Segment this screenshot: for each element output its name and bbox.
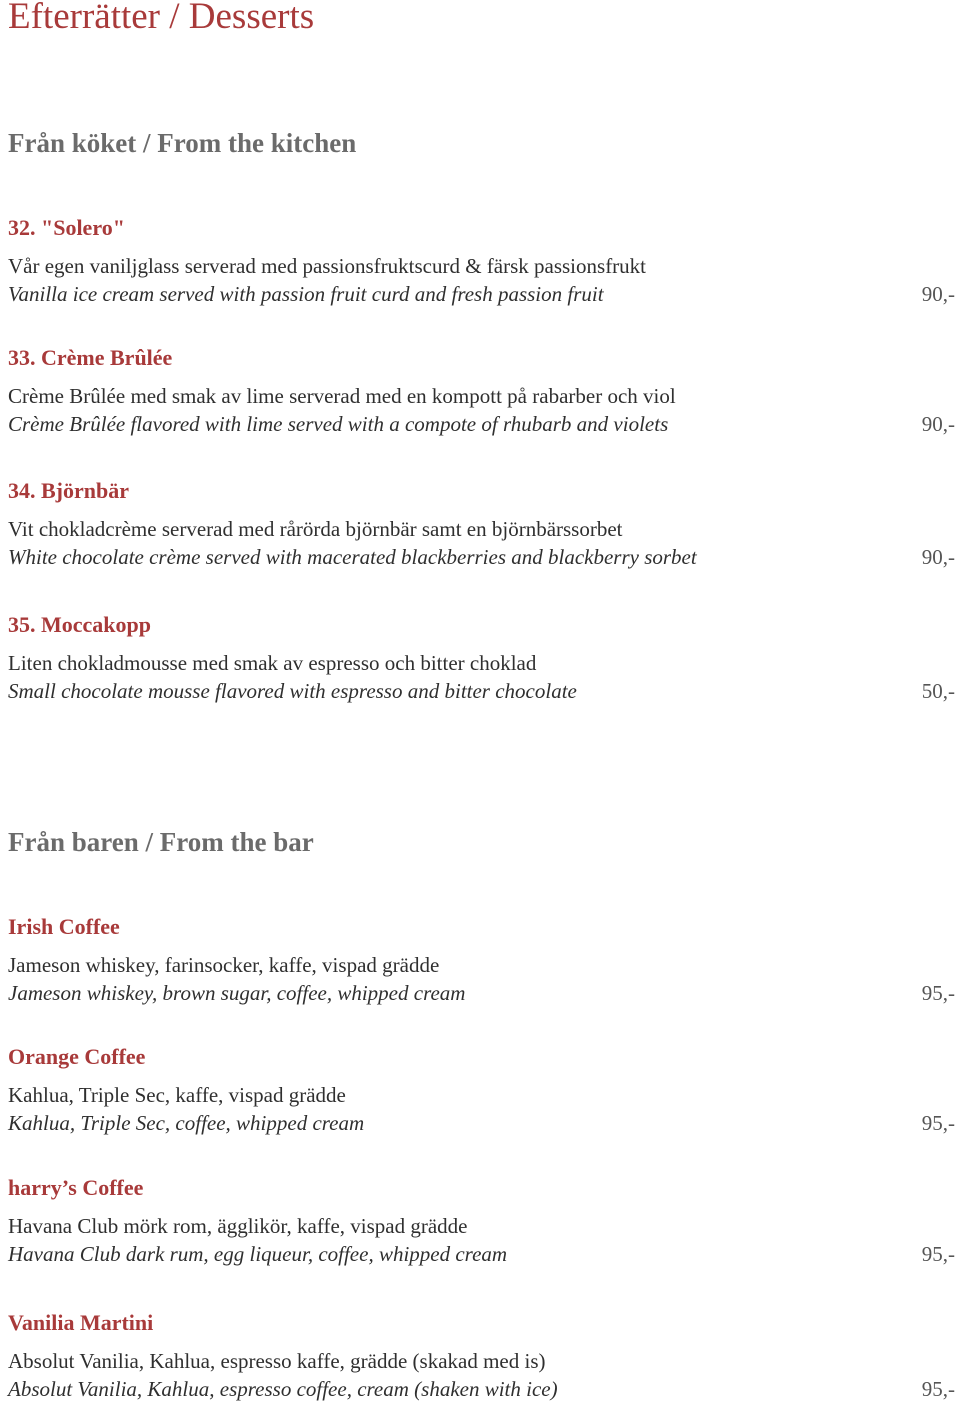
item-description-swedish: Vår egen vaniljglass serverad med passionsfruktscurd & färsk passionsfrukt [8,254,647,278]
item-description-english: Havana Club dark rum, egg liqueur, coffee, whipped cream [8,1242,508,1266]
item-price: 90,- [921,282,955,306]
menu-item-solero [8,215,955,307]
item-description-swedish: Crème Brûlée med smak av lime serverad med en kompott på rabarber och viol [8,384,676,408]
item-name: 34. Björnbär [8,478,129,503]
item-description-english: Small chocolate mousse flavored with espresso and bitter chocolate [8,679,577,703]
item-price: 90,- [921,412,955,436]
item-name: 33. Crème Brûlée [8,345,173,370]
item-price: 95,- [921,1242,955,1266]
section-heading-kitchen: Från köket / From the kitchen [8,128,357,158]
menu-item-bjornbar [8,478,955,570]
menu-item-moccakopp [8,612,955,704]
item-name: Irish Coffee [8,914,120,939]
item-english-line [8,1110,955,1136]
menu-item-vanilia-martini [8,1310,955,1402]
item-price: 50,- [921,679,955,703]
item-price: 95,- [921,981,955,1005]
item-english-line [8,980,955,1006]
menu-item-harrys-coffee [8,1175,955,1267]
item-description-english: Jameson whiskey, brown sugar, coffee, whipped cream [8,981,466,1005]
section-heading-bar: Från baren / From the bar [8,827,314,857]
item-name: Vanilia Martini [8,1310,154,1335]
item-english-line [8,544,955,570]
item-description-swedish: Jameson whiskey, farinsocker, kaffe, vispad grädde [8,953,440,977]
item-english-line [8,1241,955,1267]
item-description-english: White chocolate crème served with macerated blackberries and blackberry sorbet [8,545,697,569]
item-english-line [8,1376,955,1402]
menu-item-orange-coffee [8,1044,955,1136]
item-price: 90,- [921,545,955,569]
item-description-swedish: Kahlua, Triple Sec, kaffe, vispad grädde [8,1083,346,1107]
item-name: harry’s Coffee [8,1175,144,1200]
item-name: Orange Coffee [8,1044,146,1069]
item-description-swedish: Absolut Vanilia, Kahlua, espresso kaffe, grädde (skakad med is) [8,1349,546,1373]
item-name: 35. Moccakopp [8,612,151,637]
item-description-swedish: Vit chokladcrème serverad med rårörda björnbär samt en björnbärssorbet [8,517,623,541]
item-description-english: Kahlua, Triple Sec, coffee, whipped cream [8,1111,365,1135]
item-name: 32. "Solero" [8,215,125,240]
item-english-line [8,281,955,307]
item-price: 95,- [921,1111,955,1135]
item-price: 95,- [921,1377,955,1401]
item-description-english: Vanilla ice cream served with passion fruit curd and fresh passion fruit [8,282,604,306]
page-title: Efterrätter / Desserts [8,0,315,37]
menu-item-irish-coffee [8,914,955,1006]
item-description-swedish: Liten chokladmousse med smak av espresso och bitter choklad [8,651,537,675]
item-english-line [8,411,955,437]
item-english-line [8,678,955,704]
menu-item-creme-brulee [8,345,955,437]
item-description-english: Crème Brûlée flavored with lime served with a compote of rhubarb and violets [8,412,669,436]
item-description-swedish: Havana Club mörk rom, ägglikör, kaffe, vispad grädde [8,1214,468,1238]
item-description-english: Absolut Vanilia, Kahlua, espresso coffee, cream (shaken with ice) [8,1377,558,1401]
